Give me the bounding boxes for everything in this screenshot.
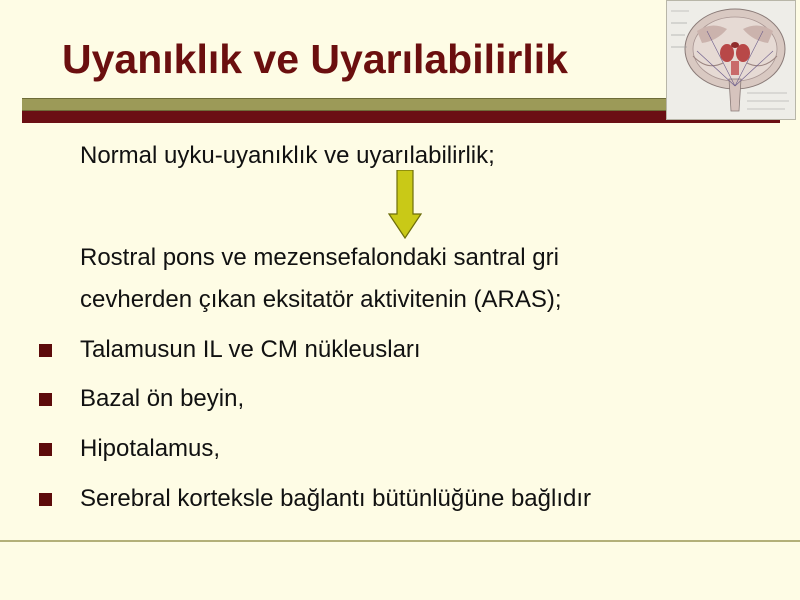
square-bullet-icon (39, 443, 52, 456)
down-arrow-icon (388, 170, 422, 240)
slide-title: Uyanıklık ve Uyarılabilirlik (62, 36, 568, 82)
intro-text: Normal uyku-uyanıklık ve uyarılabilirlik; (80, 142, 495, 169)
footer-divider (0, 540, 800, 542)
bullet-item-hipotalamus: Hipotalamus, (80, 435, 221, 462)
bullet-item-talamus: Talamusun IL ve CM nükleusları (80, 336, 421, 363)
rostral-text-line-2: cevherden çıkan eksitatör aktivitenin (ARAS); (80, 286, 562, 313)
square-bullet-icon (39, 344, 52, 357)
bullet-item-bazal: Bazal ön beyin, (80, 385, 245, 412)
square-bullet-icon (39, 493, 52, 506)
brain-diagram-image (666, 0, 796, 120)
square-bullet-icon (39, 393, 52, 406)
rostral-text-line-1: Rostral pons ve mezensefalondaki santral gri (80, 244, 559, 271)
bullet-item-serebral: Serebral korteksle bağlantı bütünlüğüne bağlıdır (80, 485, 592, 512)
